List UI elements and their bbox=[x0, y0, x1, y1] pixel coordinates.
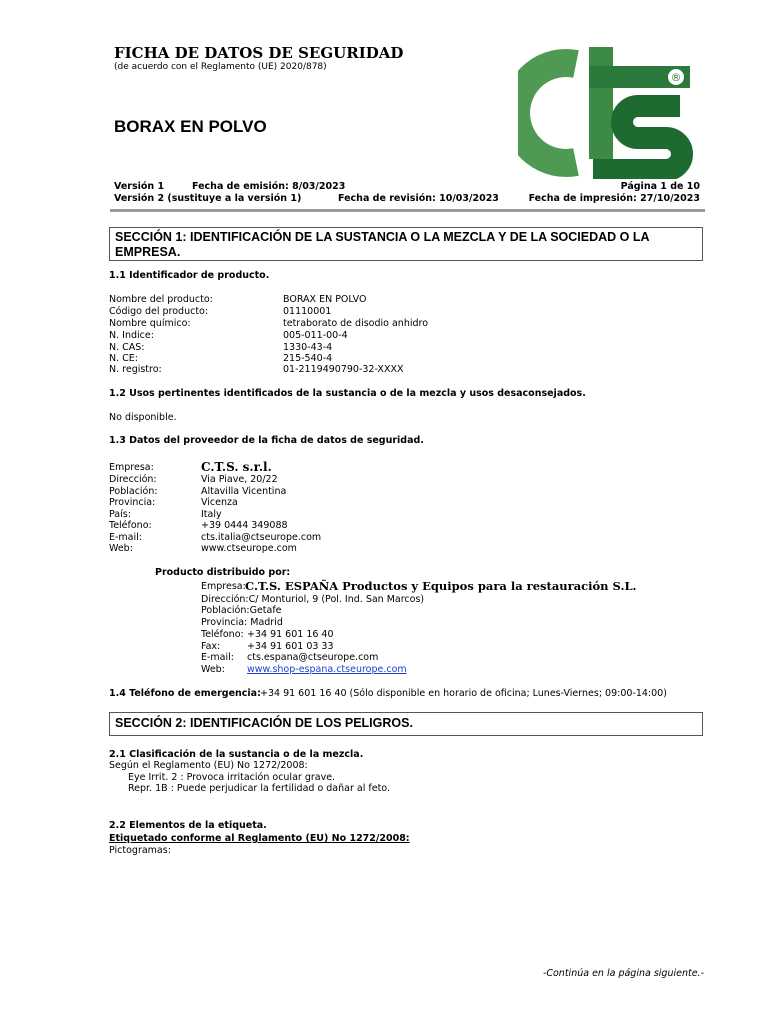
continue-note: -Continúa en la página siguiente.- bbox=[542, 968, 704, 979]
distributor-town: Población:Getafe bbox=[201, 605, 282, 616]
distributor-email: cts.espana@ctseurope.com bbox=[247, 652, 379, 663]
page-number: Página 1 de 10 bbox=[620, 181, 700, 192]
distributor-phone-label: Teléfono: bbox=[201, 629, 244, 640]
supplier-company: C.T.S. s.r.l. bbox=[201, 460, 272, 474]
revision-date: Fecha de revisión: 10/03/2023 bbox=[338, 193, 499, 204]
supplier-field-label: Teléfono: bbox=[109, 520, 152, 531]
subsection-1-1: 1.1 Identificador de producto. bbox=[109, 270, 270, 281]
section-1-heading: SECCIÓN 1: IDENTIFICACIÓN DE LA SUSTANCIA O LA MEZCLA Y DE LA SOCIEDAD O LA EMPRESA. bbox=[109, 227, 703, 261]
section-2-heading: SECCIÓN 2: IDENTIFICACIÓN DE LOS PELIGROS. bbox=[109, 712, 703, 736]
supplier-field-value: Via Piave, 20/22 bbox=[201, 474, 278, 485]
identifier-value: 01-2119490790-32-XXXX bbox=[283, 364, 404, 375]
distributor-fax-label: Fax: bbox=[201, 641, 221, 652]
labeling-heading: Etiquetado conforme al Reglamento (EU) No 1272/2008: bbox=[109, 833, 410, 844]
identifier-label: Nombre químico: bbox=[109, 318, 191, 329]
subsection-1-3: 1.3 Datos del proveedor de la ficha de datos de seguridad. bbox=[109, 435, 424, 446]
distributor-web-label: Web: bbox=[201, 664, 225, 675]
supplier-field-value: +39 0444 349088 bbox=[201, 520, 288, 531]
supplier-field-label: Web: bbox=[109, 543, 133, 554]
registered-mark: ® bbox=[670, 71, 682, 84]
hazard-statement: Repr. 1B : Puede perjudicar la fertilidad o dañar al feto. bbox=[128, 783, 390, 794]
distributor-company-label: Empresa: bbox=[201, 581, 246, 592]
identifier-label: Código del producto: bbox=[109, 306, 209, 317]
supplier-company-label: Empresa: bbox=[109, 462, 154, 473]
identifier-label: N. CE: bbox=[109, 353, 138, 364]
distributor-heading: Producto distribuido por: bbox=[155, 567, 291, 578]
distributor-web-link[interactable]: www.shop-espana.ctseurope.com bbox=[247, 664, 407, 675]
subsection-1-2: 1.2 Usos pertinentes identificados de la sustancia o de la mezcla y usos desaconsejados. bbox=[109, 388, 586, 399]
distributor-province: Provincia: Madrid bbox=[201, 617, 283, 628]
distributor-email-label: E-mail: bbox=[201, 652, 234, 663]
identifier-label: Nombre del producto: bbox=[109, 294, 213, 305]
supplier-field-label: Población: bbox=[109, 486, 158, 497]
product-name-heading: BORAX EN POLVO bbox=[114, 117, 267, 136]
supplier-field-value: www.ctseurope.com bbox=[201, 543, 297, 554]
subsection-2-1: 2.1 Clasificación de la sustancia o de la mezcla. bbox=[109, 749, 364, 760]
document-title: FICHA DE DATOS DE SEGURIDAD bbox=[114, 44, 404, 62]
identifier-label: N. CAS: bbox=[109, 342, 145, 353]
uses-text: No disponible. bbox=[109, 412, 177, 423]
supplier-field-value: Vicenza bbox=[201, 497, 238, 508]
identifier-value: 215-540-4 bbox=[283, 353, 333, 364]
identifier-label: N. registro: bbox=[109, 364, 162, 375]
identifier-value: 01110001 bbox=[283, 306, 332, 317]
supplier-field-label: Provincia: bbox=[109, 497, 156, 508]
supplier-field-value: Italy bbox=[201, 509, 222, 520]
issue-date: Fecha de emisión: 8/03/2023 bbox=[192, 181, 346, 192]
identifier-value: 1330-43-4 bbox=[283, 342, 333, 353]
pictograms-label: Pictogramas: bbox=[109, 845, 171, 856]
distributor-fax: +34 91 601 03 33 bbox=[247, 641, 334, 652]
print-date: Fecha de impresión: 27/10/2023 bbox=[528, 193, 700, 204]
hazard-statement: Eye Irrit. 2 : Provoca irritación ocular grave. bbox=[128, 772, 336, 783]
distributor-address: Dirección:C/ Monturiol, 9 (Pol. Ind. San Marcos) bbox=[201, 594, 425, 605]
supplier-field-label: E-mail: bbox=[109, 532, 142, 543]
version-2: Versión 2 (sustituye a la versión 1) bbox=[114, 193, 302, 204]
distributor-phone: +34 91 601 16 40 bbox=[247, 629, 334, 640]
distributor-company: C.T.S. ESPAÑA Productos y Equipos para la restauración S.L. bbox=[245, 579, 637, 593]
regulation-text: Según el Reglamento (EU) No 1272/2008: bbox=[109, 760, 308, 771]
supplier-field-label: País: bbox=[109, 509, 131, 520]
identifier-label: N. Indice: bbox=[109, 330, 154, 341]
identifier-value: tetraborato de disodio anhidro bbox=[283, 318, 429, 329]
supplier-field-value: cts.italia@ctseurope.com bbox=[201, 532, 322, 543]
document-subtitle: (de acuerdo con el Reglamento (UE) 2020/878) bbox=[114, 62, 327, 72]
header-divider bbox=[110, 209, 705, 212]
identifier-value: 005-011-00-4 bbox=[283, 330, 348, 341]
emergency-phone: +34 91 601 16 40 (Sólo disponible en horario de oficina; Lunes-Viernes; 09:00-14:00) bbox=[260, 688, 667, 699]
subsection-1-4: 1.4 Teléfono de emergencia: bbox=[109, 688, 261, 699]
supplier-field-value: Altavilla Vicentina bbox=[201, 486, 287, 497]
supplier-field-label: Dirección: bbox=[109, 474, 157, 485]
cts-logo bbox=[518, 44, 698, 179]
version-1: Versión 1 bbox=[114, 181, 165, 192]
subsection-2-2: 2.2 Elementos de la etiqueta. bbox=[109, 820, 267, 831]
identifier-value: BORAX EN POLVO bbox=[283, 294, 367, 305]
